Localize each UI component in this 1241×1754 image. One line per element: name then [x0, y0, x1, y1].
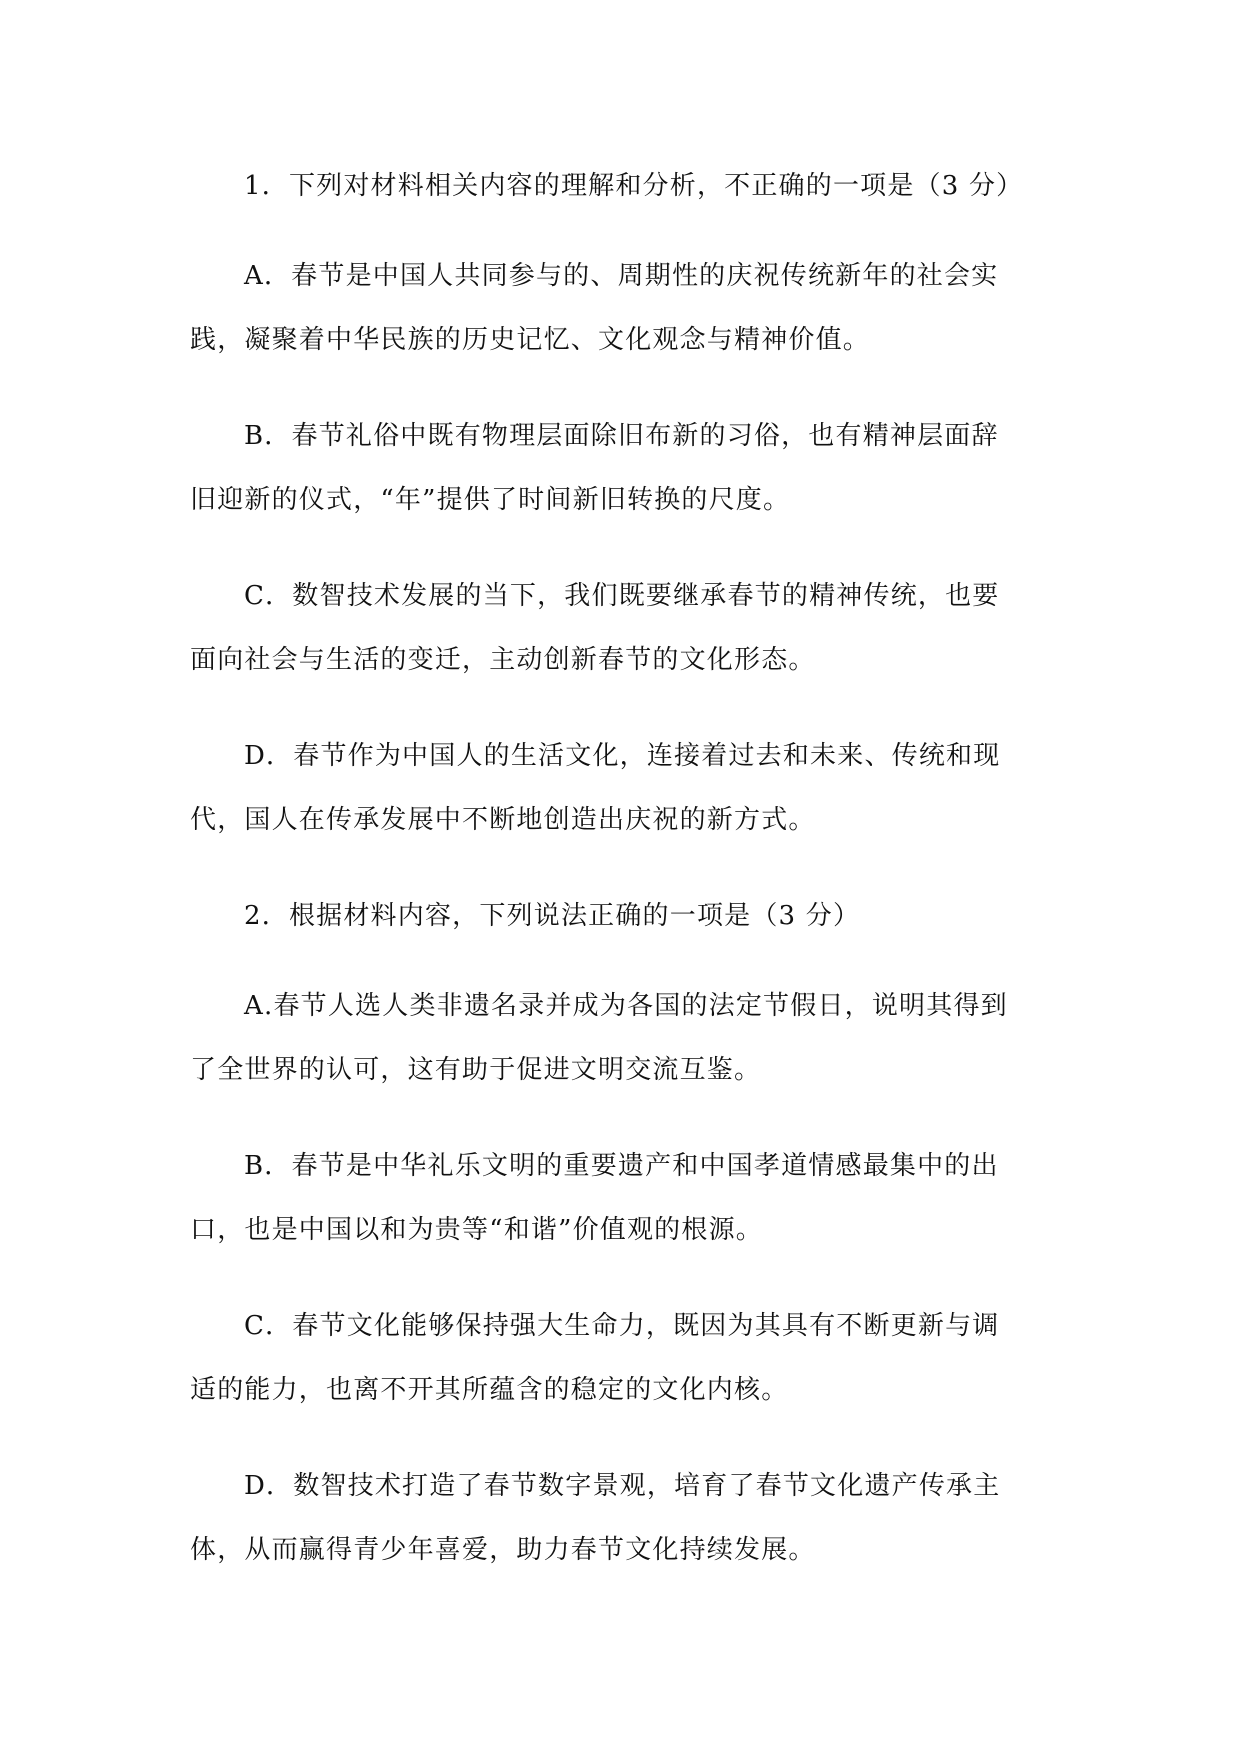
question-2-option-c-line-2: 适的能力，也离不开其所蕴含的稳定的文化内核。: [190, 1375, 789, 1405]
question-1-option-a-line-1: A．春节是中国人共同参与的、周期性的庆祝传统新年的社会实: [244, 261, 999, 291]
question-2-option-d-line-2: 体，从而赢得青少年喜爱，助力春节文化持续发展。: [190, 1535, 816, 1565]
question-2-stem: 2．根据材料内容，下列说法正确的一项是（3 分）: [244, 901, 861, 931]
question-2-option-b-line-1: B．春节是中华礼乐文明的重要遗产和中国孝道情感最集中的出: [244, 1151, 999, 1181]
question-1-option-d-line-1: D．春节作为中国人的生活文化，连接着过去和未来、传统和现: [244, 741, 1001, 771]
question-1-option-a-line-2: 践，凝聚着中华民族的历史记忆、文化观念与精神价值。: [190, 325, 871, 355]
question-1-option-d-line-2: 代，国人在传承发展中不断地创造出庆祝的新方式。: [190, 805, 816, 835]
question-1-option-c-line-2: 面向社会与生活的变迁，主动创新春节的文化形态。: [190, 645, 816, 675]
question-2-option-a-line-2: 了全世界的认可，这有助于促进文明交流互鉴。: [190, 1055, 762, 1085]
question-2-option-d-line-1: D．数智技术打造了春节数字景观，培育了春节文化遗产传承主: [244, 1471, 1001, 1501]
question-2-option-a-line-1: A.春节人选人类非遗名录并成为各国的法定节假日，说明其得到: [244, 991, 1008, 1021]
question-2-option-c-line-1: C．春节文化能够保持强大生命力，既因为其具有不断更新与调: [244, 1311, 1000, 1341]
question-1-option-b-line-1: B．春节礼俗中既有物理层面除旧布新的习俗，也有精神层面辞: [244, 421, 999, 451]
question-1-stem: 1．下列对材料相关内容的理解和分析，不正确的一项是（3 分）: [244, 171, 1024, 201]
question-2-option-b-line-2: 口，也是中国以和为贵等“和谐”价值观的根源。: [190, 1215, 763, 1245]
question-1-option-c-line-1: C．数智技术发展的当下，我们既要继承春节的精神传统，也要: [244, 581, 1000, 611]
question-1-option-b-line-2: 旧迎新的仪式，“年”提供了时间新旧转换的尺度。: [190, 485, 791, 515]
